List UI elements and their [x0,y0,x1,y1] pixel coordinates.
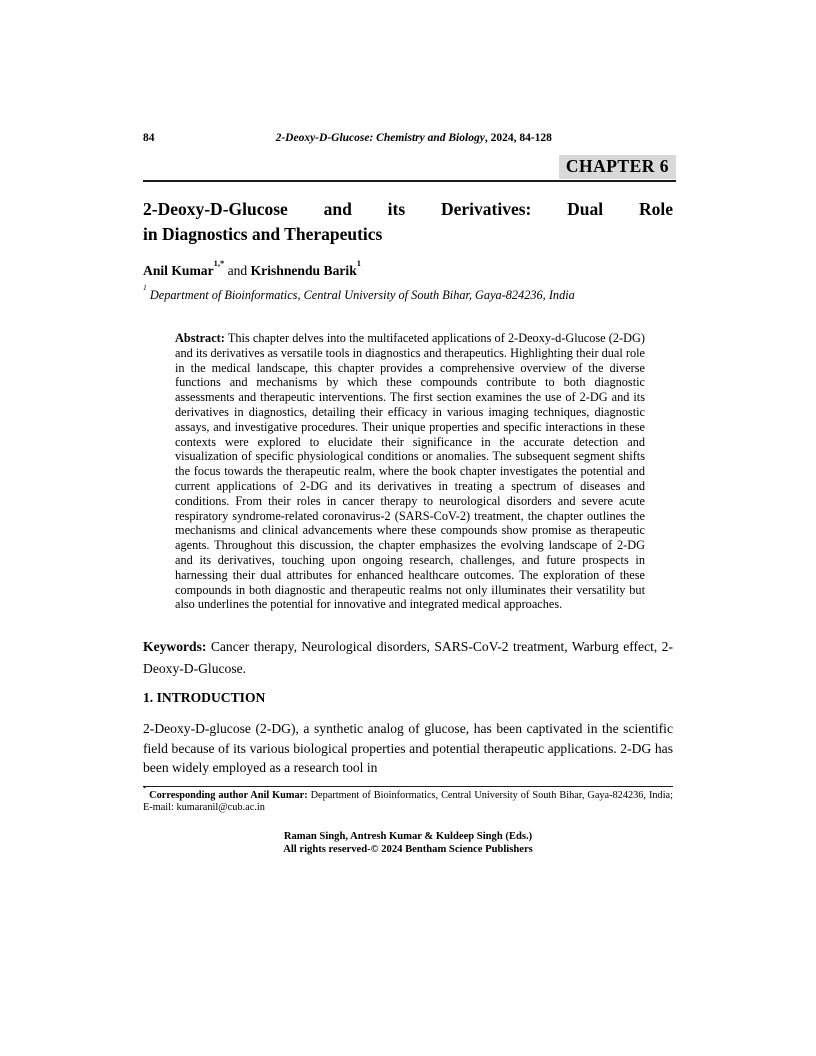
chapter-title-line2: in Diagnostics and Therapeutics [143,224,383,244]
abstract-text: This chapter delves into the multifaceted applications of 2-Deoxy-d-Glucose (2-DG) and its derivatives as versatile tools in diagnostics and therapeutics. Highlighting their dual role in the medical landscape, this chapter provides a comprehensive overview of the diverse functions and mechanisms by which these compounds contribute to both diagnostic assessments and therapeutic interventions. The first section examines the use of 2-DG and its derivatives in diagnostics, detailing their efficacy in various imaging techniques, diagnostic assays, and investigative procedures. Their unique properties and specific interactions in these contexts were explored to elucidate their significance in the accurate detection and visualization of specific physiological conditions or anomalies. The subsequent segment shifts the focus towards the therapeutic realm, where the book chapter investigates the potential and current applications of 2-DG and its derivatives in treating a spectrum of diseases and conditions. From their roles in cancer therapy to neurological disorders and severe acute respiratory syndrome-related coronavirus-2 (SARS-CoV-2) treatment, the chapter outlines the mechanisms and clinical advancements where these compounds show promise as therapeutic agents. Throughout this discussion, the chapter emphasizes the evolving landscape of 2-DG and its derivatives, touching upon ongoing research, challenges, and future prospects in harnessing their dual attributes for enhanced healthcare outcomes. The exploration of these compounds in both diagnostic and therapeutic realms not only illuminates their versatility but also underlines the potential for innovative and integrated medical approaches. [175,331,645,612]
affiliation-line [143,283,673,303]
header-rule [143,180,676,182]
introduction-paragraph: 2-Deoxy-D-glucose (2-DG), a synthetic analog of glucose, has been captivated in the scientific field because of its various biological properties and potential therapeutic applications. 2-DG has been widely employed as a research tool in [143,721,673,776]
running-title [155,132,674,144]
page-body [143,197,673,856]
authors-connector: and [227,263,248,278]
author-1-name: Anil Kumar [143,263,214,278]
chapter-title [143,197,673,247]
section-heading-introduction: 1. INTRODUCTION [143,690,266,706]
author-2-name: Krishnendu Barik [250,263,357,278]
abstract-block [175,331,645,612]
publisher-footer [143,830,673,856]
keywords-text: Cancer therapy, Neurological disorders, SARS-CoV-2 treatment, Warburg effect, 2-Deoxy-D-Glucose. [143,639,673,676]
page-number: 84 [143,132,155,144]
keywords-block [143,636,673,679]
running-title-book: 2-Deoxy-D-Glucose: Chemistry and Biology [275,132,485,144]
running-header [143,132,673,144]
affiliation-superscript: 1 [143,283,147,293]
footnote-marker: * [143,785,147,793]
keywords-label: Keywords: [143,639,207,655]
affiliation-text: Department of Bioinformatics, Central University of South Bihar, Gaya-824236, India [149,288,575,302]
abstract-label: Abstract: [175,331,225,345]
author-2-superscript: 1 [356,257,361,268]
footnote-label: Corresponding author Anil Kumar: [149,789,308,801]
footnote-text: Department of Bioinformatics, Central University of South Bihar, Gaya-824236, India; E-mail: kumaranil@cub.ac.in [143,789,673,814]
chapter-badge-row [143,155,676,179]
chapter-title-line1: 2-Deoxy-D-Glucose and its Derivatives: Dual Role [143,199,673,219]
rights-line: All rights reserved-© 2024 Bentham Science Publishers [283,843,533,855]
authors-line [143,257,673,280]
chapter-badge: CHAPTER 6 [559,155,676,179]
editors-line: Raman Singh, Antresh Kumar & Kuldeep Singh (Eds.) [283,830,533,842]
corresponding-author-footnote [143,786,673,815]
running-title-pages: , 2024, 84-128 [484,132,552,144]
author-1-superscript: 1,* [213,257,225,268]
